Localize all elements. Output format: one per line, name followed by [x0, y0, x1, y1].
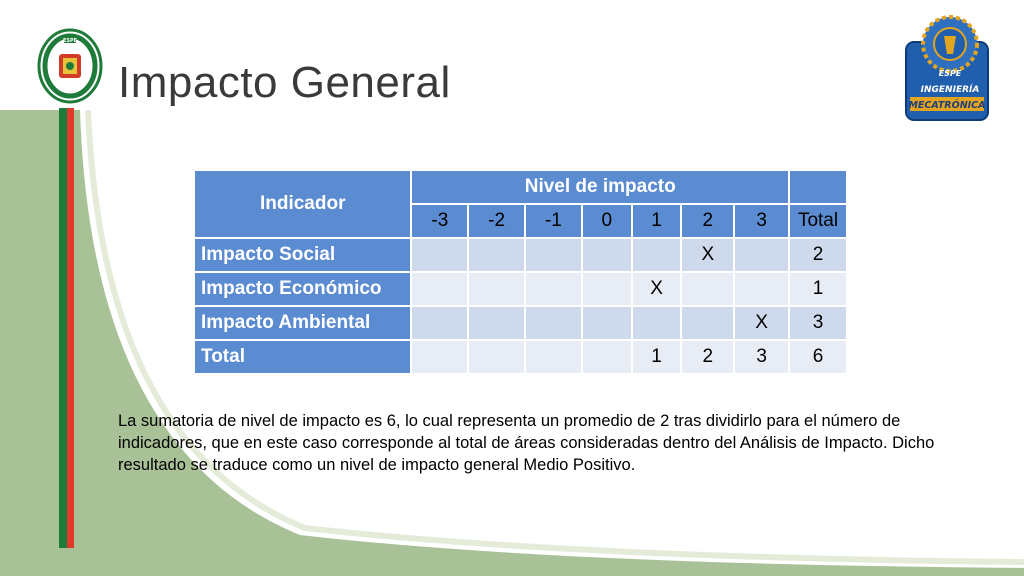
- table-cell: [582, 238, 632, 272]
- espe-emblem-logo: [37, 28, 103, 104]
- table-cell: [582, 272, 632, 306]
- level-header-cell: -2: [468, 204, 525, 238]
- table-row: [194, 306, 847, 340]
- level-header-cell: 3: [734, 204, 789, 238]
- table-cell: [468, 306, 525, 340]
- table-row: [194, 272, 847, 306]
- mecatronica-logo: [904, 14, 990, 122]
- table-cell: [681, 272, 734, 306]
- total-header-cell: Total: [789, 204, 847, 238]
- level-header-cell: -1: [525, 204, 582, 238]
- table-cell: [632, 238, 682, 272]
- table-cell: [525, 306, 582, 340]
- green-stripe: [59, 108, 67, 548]
- level-header-cell: 1: [632, 204, 682, 238]
- summary-paragraph: La sumatoria de nivel de impacto es 6, lo cual representa un promedio de 2 tras dividirlo para el número de indicadores, que en este caso corresponde al total de áreas consideradas dentro del Análisis de Impacto. Dicho resultado se traduce como un nivel de impacto general Medio Positivo.: [118, 412, 935, 474]
- svg-text:MECATRÓNICA: MECATRÓNICA: [908, 100, 986, 111]
- table-cell: 1: [632, 340, 682, 374]
- table-cell: [411, 340, 468, 374]
- table-cell: 3: [734, 340, 789, 374]
- table-cell: [582, 340, 632, 374]
- table-cell: [411, 306, 468, 340]
- svg-text:INGENIERÍA: INGENIERÍA: [920, 85, 980, 95]
- table-row: [194, 238, 847, 272]
- impact-level-header: Nivel de impacto: [411, 170, 789, 204]
- table-cell: [582, 306, 632, 340]
- row-label: Impacto Ambiental: [194, 306, 411, 340]
- level-header-cell: 2: [681, 204, 734, 238]
- slide-title: Impacto General: [118, 58, 451, 107]
- table-cell: [468, 272, 525, 306]
- table-cell: [411, 272, 468, 306]
- level-header-cell: -3: [411, 204, 468, 238]
- row-label: Impacto Social: [194, 238, 411, 272]
- impact-table: [193, 169, 848, 375]
- table-cell: [525, 272, 582, 306]
- indicator-header: Indicador: [194, 170, 411, 238]
- table-cell: [468, 340, 525, 374]
- svg-text:ESPE: ESPE: [938, 69, 962, 78]
- table-cell: 3: [789, 306, 847, 340]
- empty-header-cell: [789, 170, 847, 204]
- table-cell: [525, 340, 582, 374]
- table-cell: [468, 238, 525, 272]
- table-cell: [525, 238, 582, 272]
- table-cell: X: [681, 238, 734, 272]
- table-cell: X: [632, 272, 682, 306]
- table-row: [194, 340, 847, 374]
- table-cell: 2: [681, 340, 734, 374]
- table-cell: [681, 306, 734, 340]
- table-cell: 1: [789, 272, 847, 306]
- table-cell: X: [734, 306, 789, 340]
- table-cell: [734, 272, 789, 306]
- table-cell: 6: [789, 340, 847, 374]
- row-label: Impacto Económico: [194, 272, 411, 306]
- header-row-1: [194, 170, 847, 204]
- red-stripe: [67, 108, 74, 548]
- table-cell: [411, 238, 468, 272]
- table-cell: [632, 306, 682, 340]
- table-cell: [734, 238, 789, 272]
- row-label: Total: [194, 340, 411, 374]
- table-cell: 2: [789, 238, 847, 272]
- svg-text:ESPE: ESPE: [62, 38, 78, 44]
- level-header-cell: 0: [582, 204, 632, 238]
